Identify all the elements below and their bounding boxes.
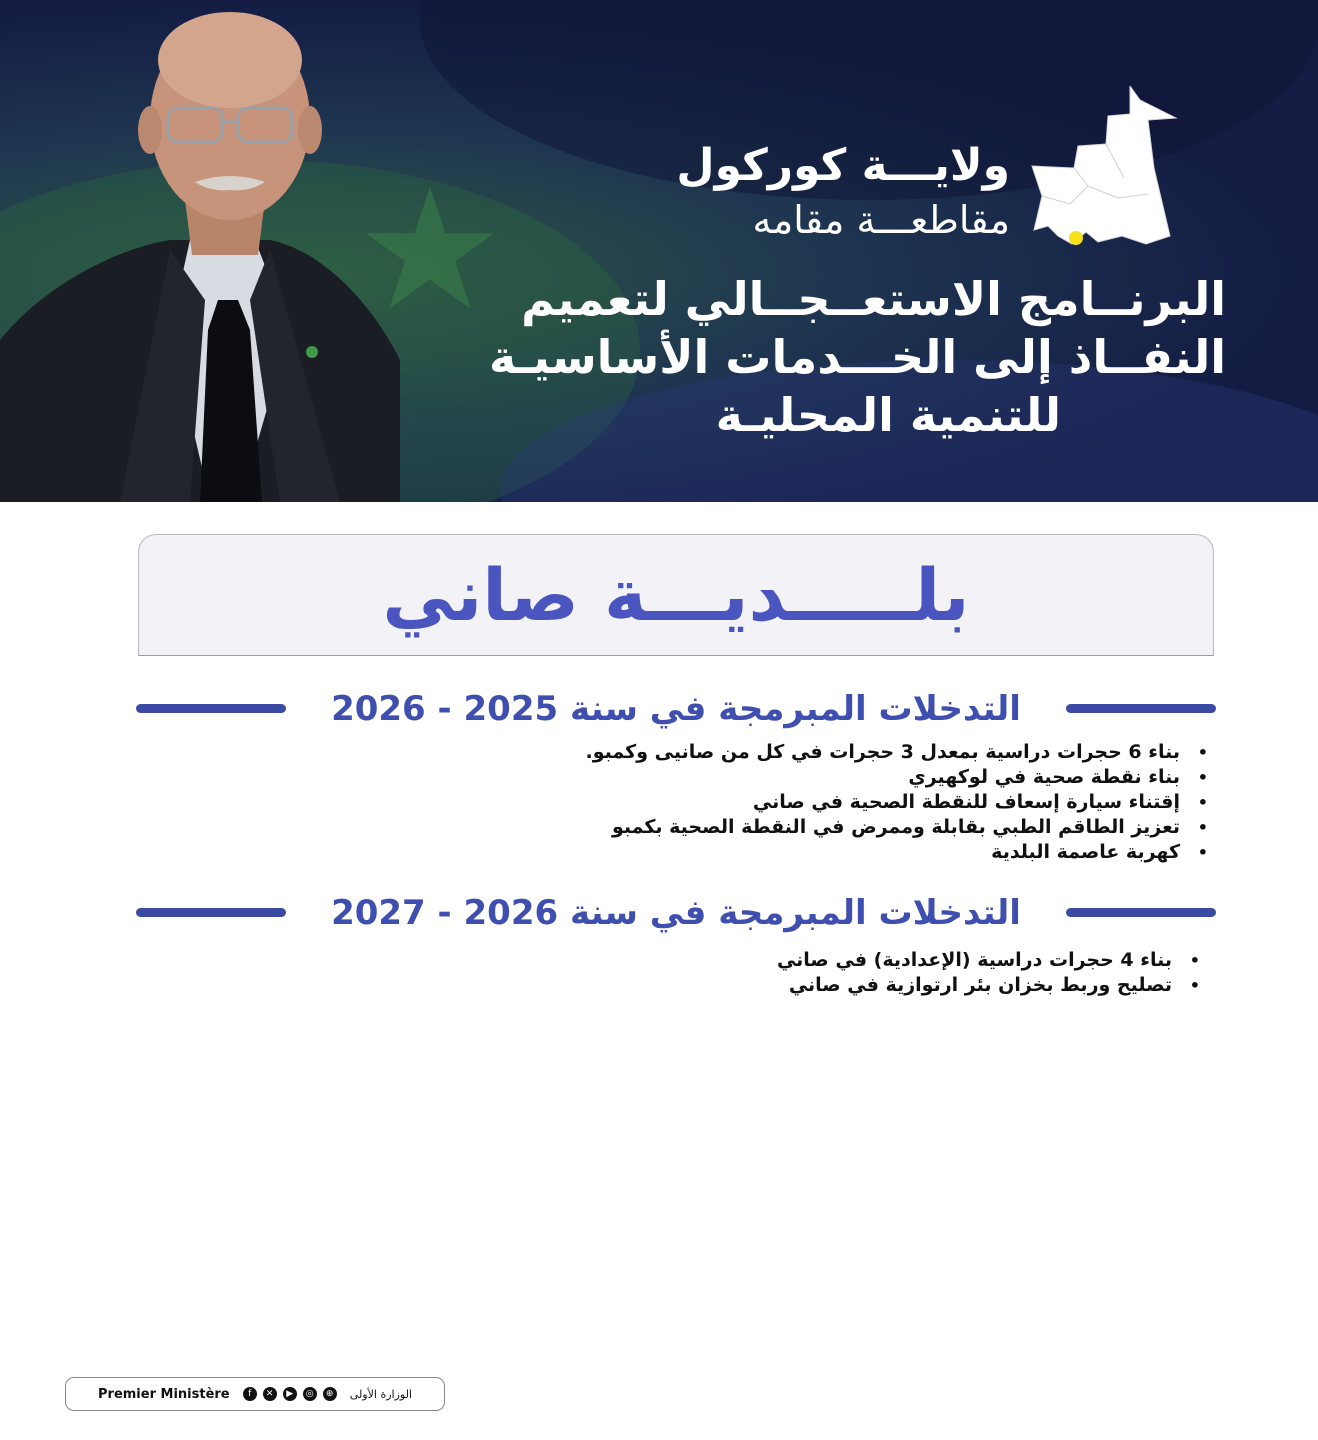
program-line-2: النفــاذ إلى الخـــدمات الأساسيـة bbox=[489, 330, 1226, 384]
list-item: • إقتناء سيارة إسعاف للنقطة الصحية في صاني bbox=[586, 790, 1180, 815]
wilaya-title: ولايـــة كوركول bbox=[676, 140, 1010, 191]
x-icon[interactable]: ✕ bbox=[263, 1387, 277, 1401]
facebook-icon[interactable]: f bbox=[243, 1387, 257, 1401]
section-divider-right bbox=[1066, 908, 1216, 917]
commune-box bbox=[138, 534, 1214, 656]
section-header-2025 bbox=[136, 684, 1216, 734]
list-item: • بناء نقطة صحية في لوكهيري bbox=[586, 765, 1180, 790]
org-name-fr: Premier Ministère bbox=[98, 1386, 230, 1402]
web-icon[interactable]: ⊕ bbox=[323, 1387, 337, 1401]
section-list-2026 bbox=[777, 948, 1200, 998]
map-highlight-region bbox=[1069, 231, 1083, 245]
list-item: • تصليح وربط بخزان بئر ارتوازية في صاني bbox=[777, 973, 1172, 998]
mauritania-map bbox=[1028, 86, 1178, 252]
youtube-icon[interactable]: ▶ bbox=[283, 1387, 297, 1401]
section-title: التدخلات المبرمجة في سنة 2025 - 2026 bbox=[331, 689, 1021, 729]
footer-badge bbox=[65, 1377, 445, 1411]
list-item: • كهربة عاصمة البلدية bbox=[586, 840, 1180, 865]
header-banner bbox=[0, 0, 1318, 502]
section-header-2026 bbox=[136, 888, 1216, 938]
section-list-2025 bbox=[586, 740, 1208, 865]
list-item: • بناء 6 حجرات دراسية بمعدل 3 حجرات في كل من صانيى وكمبو. bbox=[586, 740, 1180, 765]
program-line-1: البرنــامج الاستعــجــالي لتعميم bbox=[521, 272, 1226, 326]
program-line-3: للتنمية المحليـة bbox=[715, 388, 1061, 442]
section-title: التدخلات المبرمجة في سنة 2026 - 2027 bbox=[331, 893, 1021, 933]
section-divider-right bbox=[1066, 704, 1216, 713]
social-icons bbox=[243, 1387, 337, 1401]
program-title bbox=[489, 270, 1226, 444]
org-name-ar: الوزارة الأولى bbox=[349, 1387, 412, 1401]
instagram-icon[interactable]: ◎ bbox=[303, 1387, 317, 1401]
moughataa-title: مقاطعـــة مقامه bbox=[752, 198, 1010, 242]
commune-title: بلـــــديـــة صاني bbox=[382, 553, 970, 637]
portrait-photo bbox=[0, 0, 400, 502]
section-divider-left bbox=[136, 908, 286, 917]
list-item: • بناء 4 حجرات دراسية (الإعدادية) في صاني bbox=[777, 948, 1172, 973]
list-item: • تعزيز الطاقم الطبي بقابلة وممرض في النقطة الصحية بكمبو bbox=[586, 815, 1180, 840]
section-divider-left bbox=[136, 704, 286, 713]
